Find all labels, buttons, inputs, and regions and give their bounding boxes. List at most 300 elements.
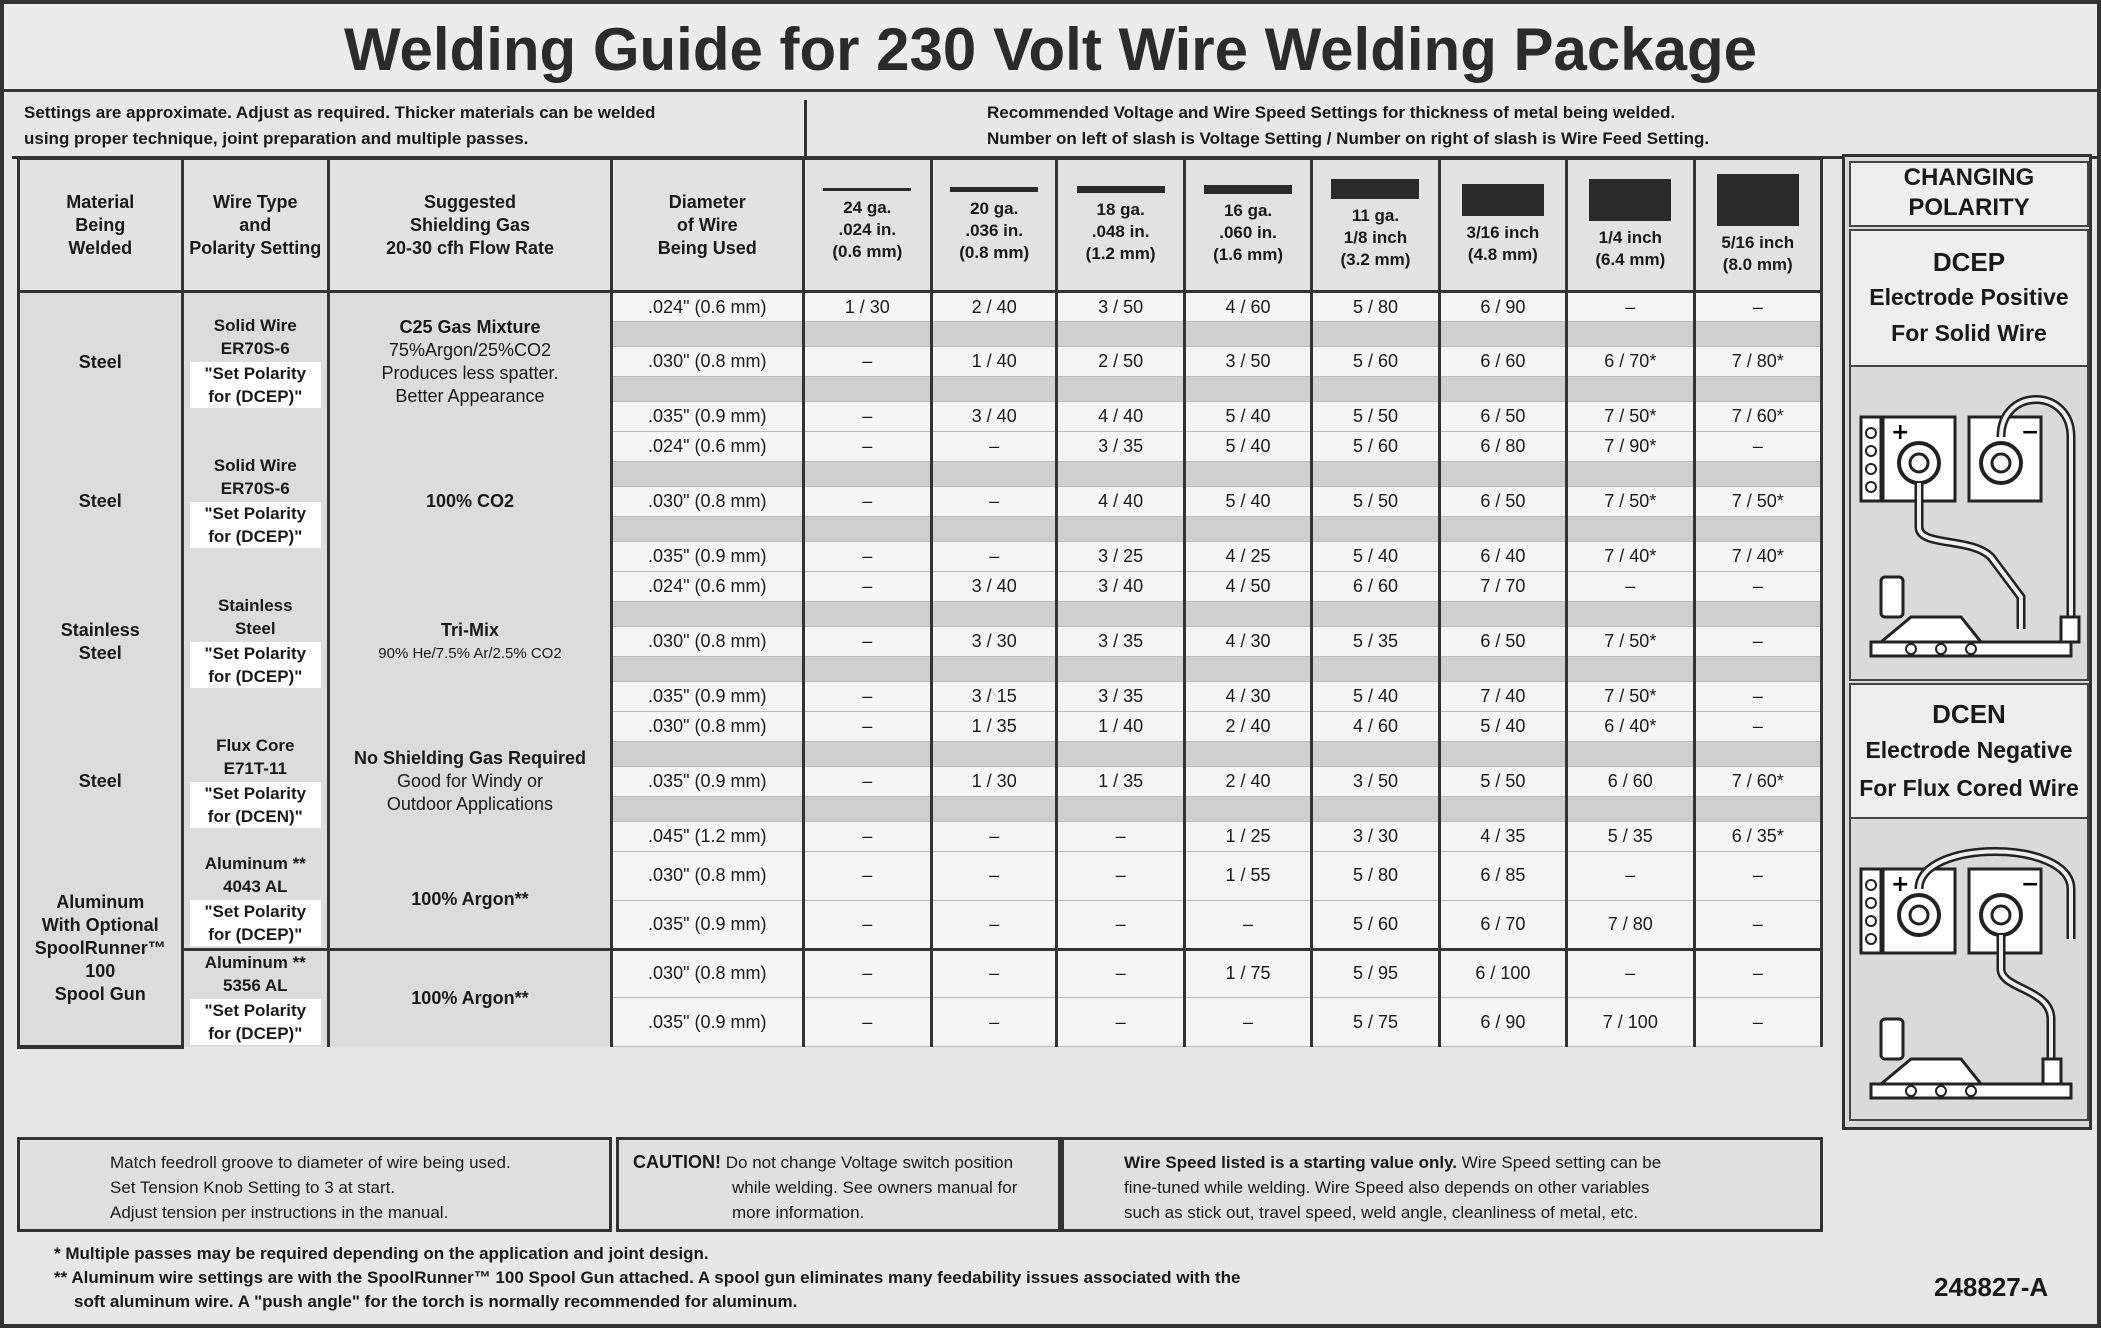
wire-diameter-header xyxy=(611,159,803,292)
gauge-label: .048 in. xyxy=(1091,221,1150,241)
wire-type-line: Solid Wire xyxy=(213,316,297,336)
wire-type-header-line: Polarity Setting xyxy=(189,237,322,258)
polarity-heading-line: CHANGING xyxy=(1903,164,2035,191)
setting-value: 7 / 80* xyxy=(1694,347,1821,377)
feedroll-line: Adjust tension per instructions in the manual. xyxy=(110,1203,449,1222)
wire-diameter-cell: .030" (0.8 mm) xyxy=(611,949,803,998)
gauge-label: 20 ga. xyxy=(970,198,1019,218)
spacer-cell xyxy=(1057,462,1184,487)
setting-value: – xyxy=(932,822,1057,852)
header-row xyxy=(19,159,1822,292)
spacer-cell xyxy=(1694,462,1821,487)
spacer-cell xyxy=(1312,462,1439,487)
polarity-heading-line: POLARITY xyxy=(1908,194,2030,221)
material-header xyxy=(19,159,183,292)
polarity-line: for (DCEP)" xyxy=(208,666,303,686)
gauge-header xyxy=(1057,159,1184,292)
spacer-cell xyxy=(1312,517,1439,542)
table-row xyxy=(19,572,1822,602)
setting-value: – xyxy=(803,712,931,742)
gas-line: 100% Argon** xyxy=(411,988,529,1008)
wire-type-line: 4043 AL xyxy=(222,876,288,896)
setting-value: 1 / 75 xyxy=(1184,949,1311,998)
spacer-cell xyxy=(1184,742,1311,767)
table-row xyxy=(19,949,1822,998)
intro-left-line: Settings are approximate. Adjust as required. Thicker materials can be welded xyxy=(24,103,656,122)
setting-value: – xyxy=(932,542,1057,572)
setting-value: – xyxy=(932,432,1057,462)
gauge-header xyxy=(1694,159,1821,292)
spacer-cell xyxy=(1184,657,1311,682)
spacer-cell xyxy=(1439,462,1566,487)
material-line: 100 xyxy=(85,960,116,981)
setting-value: – xyxy=(1184,998,1311,1047)
setting-value: 5 / 40 xyxy=(1184,402,1311,432)
setting-value: – xyxy=(803,767,931,797)
svg-text:−: − xyxy=(2021,420,2040,445)
gas-line: Outdoor Applications xyxy=(386,794,554,814)
setting-value: – xyxy=(1694,682,1821,712)
setting-value: 5 / 40 xyxy=(1439,712,1566,742)
footnotes xyxy=(54,1242,1554,1314)
setting-value: 1 / 40 xyxy=(932,347,1057,377)
polarity-line: for (DCEN)" xyxy=(207,806,303,826)
setting-value: 3 / 30 xyxy=(932,627,1057,657)
spacer-cell xyxy=(1184,462,1311,487)
spacer-cell xyxy=(803,322,931,347)
table-row xyxy=(19,712,1822,742)
gauge-label: 3/16 inch xyxy=(1466,223,1540,242)
spacer-cell xyxy=(932,462,1057,487)
material-line: Steel xyxy=(78,491,122,511)
gauge-label: .036 in. xyxy=(965,220,1024,240)
setting-value: – xyxy=(1694,712,1821,742)
shielding-gas-cell xyxy=(329,949,612,1047)
wire-type-line: Solid Wire xyxy=(213,455,297,475)
gauge-label: (4.8 mm) xyxy=(1467,245,1538,264)
material-line: Steel xyxy=(78,771,122,791)
spacer-cell xyxy=(1567,462,1694,487)
spacer-cell xyxy=(611,377,803,402)
spacer-cell xyxy=(1439,377,1566,402)
setting-value: 4 / 40 xyxy=(1057,487,1184,517)
polarity-line: for (DCEP)" xyxy=(208,526,303,546)
polarity-line: for (DCEP)" xyxy=(208,924,303,944)
setting-value: – xyxy=(1694,900,1821,949)
setting-value: 6 / 60 xyxy=(1312,572,1439,602)
polarity-line: "Set Polarity xyxy=(204,364,307,384)
intro-note-left xyxy=(12,100,802,156)
shielding-gas-cell xyxy=(329,852,612,950)
feedroll-note xyxy=(17,1137,612,1232)
spacer-cell xyxy=(1184,602,1311,627)
material-cell xyxy=(19,852,183,1047)
spacer-cell xyxy=(803,462,931,487)
setting-value: 3 / 50 xyxy=(1184,347,1311,377)
svg-text:+: + xyxy=(1891,872,1910,897)
intro-left-line: using proper technique, joint preparation and multiple passes. xyxy=(24,129,529,148)
caution-line: more information. xyxy=(732,1203,865,1222)
gauge-header xyxy=(803,159,931,292)
thickness-bar xyxy=(1717,174,1799,226)
setting-value: 3 / 40 xyxy=(1057,572,1184,602)
spacer-cell xyxy=(1567,797,1694,822)
material-line: With Optional xyxy=(41,914,159,935)
gauge-header xyxy=(1567,159,1694,292)
caution-label: CAUTION! xyxy=(633,1152,721,1172)
spacer-cell xyxy=(1184,377,1311,402)
setting-value: 6 / 35* xyxy=(1694,822,1821,852)
gauge-label: (3.2 mm) xyxy=(1340,250,1411,269)
gas-line: Better Appearance xyxy=(395,386,545,407)
polarity-setting xyxy=(190,642,321,688)
polarity-line: "Set Polarity xyxy=(204,783,307,803)
spacer-cell xyxy=(1057,742,1184,767)
gauge-label: 1/8 inch xyxy=(1343,228,1408,247)
dcep-diagram xyxy=(1849,365,2089,681)
setting-value: – xyxy=(803,347,931,377)
spacer-cell xyxy=(803,657,931,682)
thickness-bar xyxy=(1204,185,1292,194)
wire-type-header xyxy=(182,159,328,292)
setting-value: – xyxy=(803,487,931,517)
setting-value: 5 / 95 xyxy=(1312,949,1439,998)
spacer-cell xyxy=(1057,602,1184,627)
gas-line: 90% He/7.5% Ar/2.5% CO2 xyxy=(378,644,562,662)
dcep-title: DCEP xyxy=(1932,247,2006,277)
gauge-label: 18 ga. xyxy=(1096,199,1145,219)
gas-line: Tri-Mix xyxy=(440,619,499,640)
setting-value: 7 / 40 xyxy=(1439,682,1566,712)
setting-value: 2 / 40 xyxy=(932,292,1057,322)
gauge-label: .060 in. xyxy=(1219,222,1277,242)
settings-table xyxy=(17,157,1823,1049)
gas-line: 75%Argon/25%CO2 xyxy=(388,340,552,361)
spacer-cell xyxy=(1057,517,1184,542)
setting-value: – xyxy=(1057,822,1184,852)
wire-speed-line: fine-tuned while welding. Wire Speed also depends on other variables xyxy=(1124,1178,1650,1197)
wire-speed-bold: Wire Speed listed is a starting value only. xyxy=(1124,1153,1458,1172)
setting-value: – xyxy=(1057,852,1184,901)
spacer-cell xyxy=(1439,517,1566,542)
wire-speed-note xyxy=(1061,1137,1823,1232)
setting-value: – xyxy=(803,572,931,602)
shielding-gas-header xyxy=(329,159,612,292)
wire-diameter-cell: .024" (0.6 mm) xyxy=(611,572,803,602)
spacer-cell xyxy=(611,517,803,542)
svg-text:−: − xyxy=(2021,872,2040,897)
setting-value: – xyxy=(1694,852,1821,901)
spacer-cell xyxy=(803,797,931,822)
setting-value: 3 / 15 xyxy=(932,682,1057,712)
spacer-cell xyxy=(611,657,803,682)
gauge-header xyxy=(932,159,1057,292)
wire-type-cell xyxy=(182,852,328,950)
setting-value: 5 / 75 xyxy=(1312,998,1439,1047)
setting-value: 1 / 35 xyxy=(1057,767,1184,797)
setting-value: 3 / 35 xyxy=(1057,682,1184,712)
dcep-line: For Solid Wire xyxy=(1891,320,2047,346)
shielding-gas-cell xyxy=(329,432,612,572)
setting-value: 4 / 30 xyxy=(1184,627,1311,657)
setting-value: – xyxy=(1694,432,1821,462)
spacer-cell xyxy=(1439,742,1566,767)
dcep-wiring-illustration xyxy=(1851,367,2083,675)
spacer-cell xyxy=(611,322,803,347)
setting-value: 3 / 35 xyxy=(1057,627,1184,657)
wire-type-line: 5356 AL xyxy=(222,975,288,995)
setting-value: 3 / 30 xyxy=(1312,822,1439,852)
setting-value: 3 / 40 xyxy=(932,572,1057,602)
wire-type-line: Aluminum ** xyxy=(204,853,306,873)
shielding-gas-header-line: Suggested xyxy=(423,191,516,212)
gauge-label: 11 ga. xyxy=(1351,206,1400,225)
gas-line: 100% CO2 xyxy=(425,491,515,511)
setting-value: – xyxy=(1184,900,1311,949)
setting-value: – xyxy=(932,487,1057,517)
spacer-cell xyxy=(803,742,931,767)
caution-line: Do not change Voltage switch position xyxy=(725,1153,1014,1172)
feedroll-line: Set Tension Knob Setting to 3 at start. xyxy=(110,1178,396,1197)
gas-line: Produces less spatter. xyxy=(381,363,559,384)
spacer-cell xyxy=(1057,377,1184,402)
setting-value: 5 / 40 xyxy=(1184,432,1311,462)
gauge-header xyxy=(1312,159,1439,292)
setting-value: 1 / 25 xyxy=(1184,822,1311,852)
gauge-label: (8.0 mm) xyxy=(1722,255,1793,274)
spacer-cell xyxy=(1694,657,1821,682)
setting-value: 7 / 50* xyxy=(1567,487,1694,517)
setting-value: – xyxy=(1057,900,1184,949)
spacer-cell xyxy=(1567,517,1694,542)
setting-value: 5 / 50 xyxy=(1439,767,1566,797)
setting-value: 6 / 50 xyxy=(1439,487,1566,517)
setting-value: 7 / 50* xyxy=(1567,627,1694,657)
setting-value: 7 / 50* xyxy=(1694,487,1821,517)
setting-value: 3 / 25 xyxy=(1057,542,1184,572)
polarity-line: "Set Polarity xyxy=(204,503,307,523)
setting-value: 4 / 40 xyxy=(1057,402,1184,432)
setting-value: 3 / 35 xyxy=(1057,432,1184,462)
setting-value: – xyxy=(1694,572,1821,602)
wire-type-cell xyxy=(182,712,328,852)
setting-value: 6 / 90 xyxy=(1439,292,1566,322)
caution-line: while welding. See owners manual for xyxy=(732,1178,1018,1197)
spacer-cell xyxy=(1567,377,1694,402)
spacer-cell xyxy=(803,377,931,402)
spacer-cell xyxy=(611,742,803,767)
spacer-cell xyxy=(1184,517,1311,542)
spacer-cell xyxy=(1057,322,1184,347)
setting-value: 5 / 80 xyxy=(1312,292,1439,322)
spacer-cell xyxy=(1184,797,1311,822)
spacer-cell xyxy=(803,517,931,542)
wire-type-line: Steel xyxy=(234,618,276,638)
setting-value: – xyxy=(1694,998,1821,1047)
setting-value: 3 / 50 xyxy=(1312,767,1439,797)
wire-diameter-cell: .030" (0.8 mm) xyxy=(611,712,803,742)
setting-value: 7 / 70 xyxy=(1439,572,1566,602)
dcen-title: DCEN xyxy=(1932,699,2006,729)
setting-value: – xyxy=(1567,949,1694,998)
setting-value: – xyxy=(1694,292,1821,322)
spacer-cell xyxy=(1567,322,1694,347)
shielding-gas-cell xyxy=(329,712,612,852)
caution-note xyxy=(616,1137,1061,1232)
setting-value: 7 / 90* xyxy=(1567,432,1694,462)
setting-value: 6 / 70* xyxy=(1567,347,1694,377)
setting-value: 4 / 35 xyxy=(1439,822,1566,852)
setting-value: 1 / 30 xyxy=(932,767,1057,797)
polarity-setting xyxy=(190,362,321,408)
wire-diameter-cell: .035" (0.9 mm) xyxy=(611,542,803,572)
setting-value: – xyxy=(932,852,1057,901)
material-header-line: Welded xyxy=(68,237,133,258)
setting-value: 6 / 70 xyxy=(1439,900,1566,949)
material-cell xyxy=(19,432,183,572)
material-header-line: Material xyxy=(66,191,135,212)
setting-value: 1 / 40 xyxy=(1057,712,1184,742)
setting-value: 7 / 100 xyxy=(1567,998,1694,1047)
setting-value: 6 / 100 xyxy=(1439,949,1566,998)
wire-diameter-cell: .035" (0.9 mm) xyxy=(611,998,803,1047)
wire-diameter-cell: .035" (0.9 mm) xyxy=(611,402,803,432)
polarity-line: "Set Polarity xyxy=(204,901,307,921)
spacer-cell xyxy=(932,797,1057,822)
intro-right-line: Number on left of slash is Voltage Setting / Number on right of slash is Wire Feed Setting. xyxy=(987,129,1710,148)
spacer-cell xyxy=(932,602,1057,627)
setting-value: 6 / 90 xyxy=(1439,998,1566,1047)
setting-value: 6 / 60 xyxy=(1567,767,1694,797)
material-line: Steel xyxy=(78,642,122,663)
wire-diameter-cell: .030" (0.8 mm) xyxy=(611,487,803,517)
dcep-label xyxy=(1849,229,2089,377)
wire-diameter-cell: .030" (0.8 mm) xyxy=(611,347,803,377)
gauge-label: 16 ga. xyxy=(1223,200,1273,220)
wire-type-cell xyxy=(182,432,328,572)
wire-diameter-header-line: of Wire xyxy=(676,214,738,235)
setting-value: 6 / 85 xyxy=(1439,852,1566,901)
setting-value: 5 / 40 xyxy=(1312,542,1439,572)
dcen-wiring-illustration xyxy=(1851,819,2083,1115)
material-line: Steel xyxy=(78,351,122,372)
spacer-cell xyxy=(1312,602,1439,627)
setting-value: 1 / 55 xyxy=(1184,852,1311,901)
spacer-cell xyxy=(1694,377,1821,402)
shielding-gas-cell xyxy=(329,572,612,712)
wire-diameter-header-line: Diameter xyxy=(668,191,746,212)
setting-value: – xyxy=(803,682,931,712)
setting-value: – xyxy=(803,542,931,572)
setting-value: – xyxy=(803,402,931,432)
wire-diameter-cell: .024" (0.6 mm) xyxy=(611,432,803,462)
setting-value: – xyxy=(1567,852,1694,901)
spacer-cell xyxy=(803,602,931,627)
polarity-line: "Set Polarity xyxy=(204,643,307,663)
spacer-cell xyxy=(1312,657,1439,682)
spacer-cell xyxy=(1184,322,1311,347)
thickness-bar xyxy=(823,188,911,191)
feedroll-line: Match feedroll groove to diameter of wire being used. xyxy=(110,1153,511,1172)
gas-line: No Shielding Gas Required xyxy=(353,748,586,768)
gauge-label: (6.4 mm) xyxy=(1595,250,1666,269)
setting-value: – xyxy=(803,900,931,949)
setting-value: 5 / 50 xyxy=(1312,402,1439,432)
spacer-cell xyxy=(1567,657,1694,682)
footnote: ** Aluminum wire settings are with the SpoolRunner™ 100 Spool Gun attached. A spool gun eliminates many feedability issues associated with the xyxy=(54,1268,1241,1287)
dcen-label xyxy=(1849,683,2089,827)
gauge-label: 5/16 inch xyxy=(1721,233,1795,252)
material-cell xyxy=(19,572,183,712)
wire-diameter-cell: .030" (0.8 mm) xyxy=(611,852,803,901)
setting-value: – xyxy=(803,998,931,1047)
spacer-cell xyxy=(1057,657,1184,682)
setting-value: 5 / 60 xyxy=(1312,432,1439,462)
shielding-gas-header-line: 20-30 cfh Flow Rate xyxy=(385,237,554,258)
thickness-bar xyxy=(1077,186,1165,193)
setting-value: 2 / 40 xyxy=(1184,712,1311,742)
wire-speed-line: Wire Speed setting can be xyxy=(1461,1153,1662,1172)
setting-value: – xyxy=(932,998,1057,1047)
setting-value: – xyxy=(803,852,931,901)
polarity-heading xyxy=(1849,161,2089,227)
gas-line: 100% Argon** xyxy=(411,889,529,909)
setting-value: 5 / 60 xyxy=(1312,900,1439,949)
material-line: SpoolRunner™ xyxy=(34,937,166,958)
gauge-label: 1/4 inch xyxy=(1598,228,1662,247)
setting-value: 6 / 50 xyxy=(1439,627,1566,657)
spacer-cell xyxy=(1694,517,1821,542)
table-row xyxy=(19,292,1822,322)
thickness-bar xyxy=(1589,179,1671,221)
wire-diameter-cell: .035" (0.9 mm) xyxy=(611,767,803,797)
spacer-cell xyxy=(932,742,1057,767)
wire-diameter-header-line: Being Used xyxy=(657,237,757,258)
spacer-cell xyxy=(932,377,1057,402)
gauge-label: (1.6 mm) xyxy=(1213,244,1283,264)
wire-type-cell xyxy=(182,949,328,1047)
spacer-cell xyxy=(1057,797,1184,822)
setting-value: 3 / 40 xyxy=(932,402,1057,432)
spacer-cell xyxy=(1694,742,1821,767)
dcen-line: Electrode Negative xyxy=(1865,737,2073,763)
setting-value: 6 / 40 xyxy=(1439,542,1566,572)
setting-value: 5 / 40 xyxy=(1184,487,1311,517)
gauge-header xyxy=(1439,159,1566,292)
wire-type-line: Stainless xyxy=(217,595,293,615)
shielding-gas-cell xyxy=(329,292,612,432)
setting-value: – xyxy=(1694,949,1821,998)
setting-value: 4 / 60 xyxy=(1312,712,1439,742)
setting-value: 7 / 80 xyxy=(1567,900,1694,949)
setting-value: 6 / 80 xyxy=(1439,432,1566,462)
setting-value: 7 / 40* xyxy=(1694,542,1821,572)
wire-type-cell xyxy=(182,572,328,712)
table-row xyxy=(19,852,1822,901)
setting-value: – xyxy=(1567,572,1694,602)
thickness-bar xyxy=(1331,179,1419,199)
setting-value: 6 / 50 xyxy=(1439,402,1566,432)
spacer-cell xyxy=(1694,322,1821,347)
gauge-label: 24 ga. xyxy=(843,197,892,217)
dcen-diagram xyxy=(1849,817,2089,1121)
page-title: Welding Guide for 230 Volt Wire Welding Package xyxy=(4,4,2097,92)
wire-type-cell xyxy=(182,292,328,432)
setting-value: 5 / 60 xyxy=(1312,347,1439,377)
polarity-setting xyxy=(190,502,321,548)
setting-value: – xyxy=(1057,998,1184,1047)
setting-value: – xyxy=(803,627,931,657)
